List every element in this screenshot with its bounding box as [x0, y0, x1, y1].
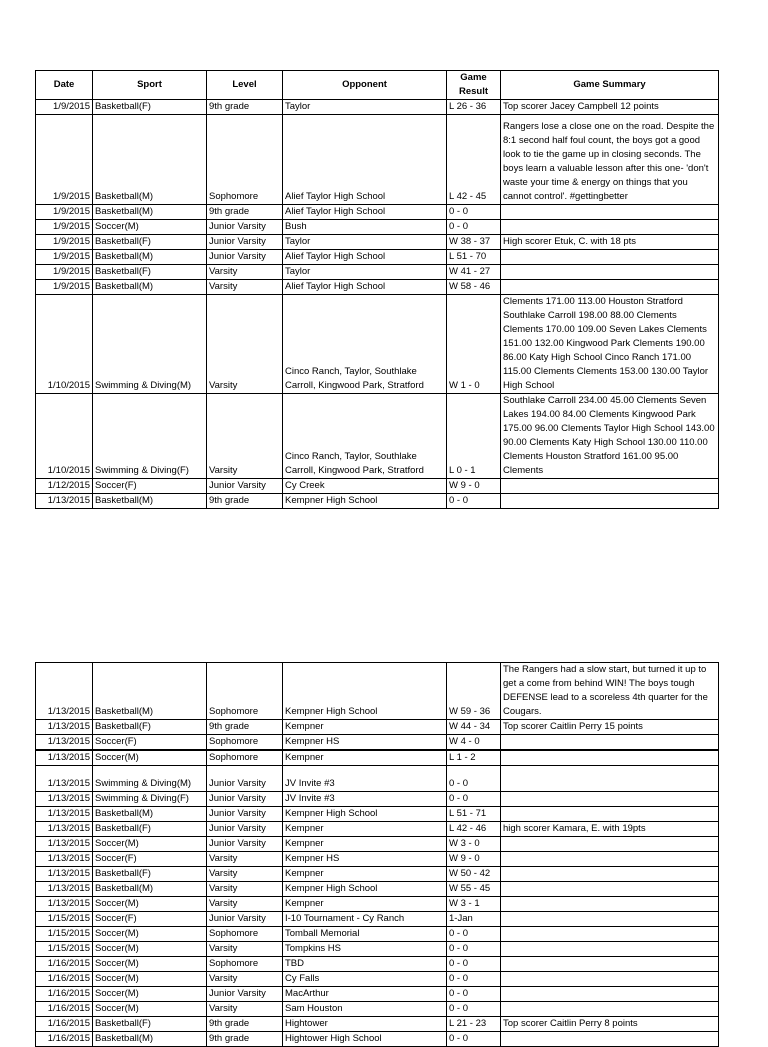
sport-cell: Swimming & Diving(M)	[93, 295, 207, 394]
opponent-cell: Hightower	[283, 1017, 447, 1032]
header-row	[36, 71, 719, 100]
sport-cell: Basketball(M)	[93, 663, 207, 720]
result-cell: 0 - 0	[447, 1002, 501, 1017]
date-cell: 1/13/2015	[36, 807, 93, 822]
table-row	[36, 494, 719, 509]
level-cell: Junior Varsity	[207, 822, 283, 837]
level-cell: Varsity	[207, 394, 283, 479]
table-row	[36, 957, 719, 972]
date-cell: 1/15/2015	[36, 912, 93, 927]
level-cell: 9th grade	[207, 1032, 283, 1047]
date-cell: 1/13/2015	[36, 852, 93, 867]
opponent-cell: Bush	[283, 220, 447, 235]
level-cell: Junior Varsity	[207, 250, 283, 265]
summary-cell: high scorer Kamara, E. with 19pts	[501, 822, 719, 837]
date-cell: 1/13/2015	[36, 792, 93, 807]
date-cell: 1/9/2015	[36, 265, 93, 280]
sport-cell: Soccer(F)	[93, 912, 207, 927]
header-result: Game Result	[447, 71, 501, 100]
table-row	[36, 280, 719, 295]
result-cell: L 42 - 46	[447, 822, 501, 837]
result-cell: 0 - 0	[447, 957, 501, 972]
table-row	[36, 205, 719, 220]
result-cell: W 55 - 45	[447, 882, 501, 897]
date-cell: 1/9/2015	[36, 205, 93, 220]
sport-cell: Soccer(M)	[93, 220, 207, 235]
summary-cell	[501, 766, 719, 792]
summary-cell	[501, 479, 719, 494]
result-cell: 0 - 0	[447, 205, 501, 220]
header-summary: Game Summary	[501, 71, 719, 100]
schedule-table-2	[35, 662, 719, 1047]
table-row	[36, 942, 719, 957]
opponent-cell: Cinco Ranch, Taylor, Southlake Carroll, Kingwood Park, Stratford	[283, 394, 447, 479]
summary-cell	[501, 280, 719, 295]
opponent-cell: Kempner High School	[283, 807, 447, 822]
opponent-cell: Taylor	[283, 100, 447, 115]
sport-cell: Swimming & Diving(F)	[93, 792, 207, 807]
sport-cell: Soccer(M)	[93, 750, 207, 766]
summary-cell	[501, 912, 719, 927]
date-cell: 1/13/2015	[36, 897, 93, 912]
level-cell: Junior Varsity	[207, 807, 283, 822]
table-row	[36, 265, 719, 280]
table-row	[36, 735, 719, 751]
table-row	[36, 235, 719, 250]
table-row	[36, 972, 719, 987]
result-cell: W 50 - 42	[447, 867, 501, 882]
level-cell: Junior Varsity	[207, 235, 283, 250]
sport-cell: Soccer(M)	[93, 837, 207, 852]
opponent-cell: Kempner	[283, 720, 447, 735]
sport-cell: Basketball(M)	[93, 205, 207, 220]
date-cell: 1/13/2015	[36, 837, 93, 852]
table-row	[36, 987, 719, 1002]
table-row	[36, 1032, 719, 1047]
sport-cell: Basketball(M)	[93, 807, 207, 822]
table-row	[36, 927, 719, 942]
level-cell: Sophomore	[207, 957, 283, 972]
opponent-cell: Tompkins HS	[283, 942, 447, 957]
opponent-cell: Kempner HS	[283, 735, 447, 751]
result-cell: 0 - 0	[447, 927, 501, 942]
sport-cell: Basketball(F)	[93, 720, 207, 735]
level-cell: Varsity	[207, 942, 283, 957]
date-cell: 1/13/2015	[36, 720, 93, 735]
result-cell: 0 - 0	[447, 766, 501, 792]
sport-cell: Soccer(M)	[93, 942, 207, 957]
result-cell: W 3 - 0	[447, 837, 501, 852]
sport-cell: Basketball(F)	[93, 100, 207, 115]
table-row	[36, 750, 719, 766]
level-cell: Junior Varsity	[207, 912, 283, 927]
result-cell: L 26 - 36	[447, 100, 501, 115]
summary-cell	[501, 837, 719, 852]
opponent-cell: Taylor	[283, 235, 447, 250]
sport-cell: Soccer(F)	[93, 735, 207, 751]
result-cell: W 44 - 34	[447, 720, 501, 735]
summary-cell	[501, 882, 719, 897]
summary-cell	[501, 927, 719, 942]
summary-cell: The Rangers had a slow start, but turned it up to get a come from behind WIN! The boys tough DEFENSE lead to a scoreless 4th quarter for the Cougars.	[501, 663, 719, 720]
level-cell: Varsity	[207, 280, 283, 295]
summary-cell: Southlake Carroll 234.00 45.00 Clements Seven Lakes 194.00 84.00 Clements Kingwood Park 175.00 96.00 Clements Taylor High School 143.00 90.00 Clements Katy High School 130.00 110.00 Clements Houston Stratford 161.00 95.00 Clements	[501, 394, 719, 479]
summary-cell	[501, 867, 719, 882]
sport-cell: Swimming & Diving(M)	[93, 766, 207, 792]
opponent-cell: JV Invite #3	[283, 766, 447, 792]
table-row	[36, 792, 719, 807]
table-row	[36, 479, 719, 494]
opponent-cell: Hightower High School	[283, 1032, 447, 1047]
level-cell: Varsity	[207, 972, 283, 987]
sport-cell: Soccer(F)	[93, 479, 207, 494]
summary-cell	[501, 1032, 719, 1047]
table-row	[36, 837, 719, 852]
opponent-cell: Alief Taylor High School	[283, 250, 447, 265]
result-cell: 0 - 0	[447, 792, 501, 807]
summary-cell: Rangers lose a close one on the road. Despite the 8:1 second half foul count, the boys got a good look to tie the game up in closing seconds. The boys learn a valuable lesson after this one- 'don't waste your time & energy on things that you cannot control'. #gettingbetter	[501, 115, 719, 205]
date-cell: 1/13/2015	[36, 822, 93, 837]
table-row	[36, 100, 719, 115]
opponent-cell: Kempner	[283, 750, 447, 766]
result-cell: W 41 - 27	[447, 265, 501, 280]
date-cell: 1/9/2015	[36, 220, 93, 235]
table-row	[36, 852, 719, 867]
opponent-cell: Alief Taylor High School	[283, 205, 447, 220]
result-cell: W 38 - 37	[447, 235, 501, 250]
level-cell: Varsity	[207, 1002, 283, 1017]
summary-cell	[501, 1002, 719, 1017]
sport-cell: Basketball(M)	[93, 1032, 207, 1047]
level-cell: Sophomore	[207, 750, 283, 766]
result-cell: W 58 - 46	[447, 280, 501, 295]
summary-cell	[501, 807, 719, 822]
result-cell: 0 - 0	[447, 494, 501, 509]
header-sport: Sport	[93, 71, 207, 100]
date-cell: 1/13/2015	[36, 663, 93, 720]
level-cell: Junior Varsity	[207, 837, 283, 852]
result-cell: 0 - 0	[447, 972, 501, 987]
result-cell: L 21 - 23	[447, 1017, 501, 1032]
table-row	[36, 822, 719, 837]
summary-cell	[501, 972, 719, 987]
opponent-cell: Alief Taylor High School	[283, 115, 447, 205]
sport-cell: Basketball(M)	[93, 250, 207, 265]
level-cell: Junior Varsity	[207, 987, 283, 1002]
date-cell: 1/9/2015	[36, 115, 93, 205]
result-cell: 0 - 0	[447, 220, 501, 235]
summary-cell	[501, 265, 719, 280]
opponent-cell: Kempner	[283, 837, 447, 852]
table-row	[36, 1017, 719, 1032]
result-cell: W 3 - 1	[447, 897, 501, 912]
table-row	[36, 295, 719, 394]
level-cell: Varsity	[207, 852, 283, 867]
date-cell: 1/16/2015	[36, 957, 93, 972]
summary-cell	[501, 205, 719, 220]
result-cell: W 9 - 0	[447, 852, 501, 867]
level-cell: Varsity	[207, 867, 283, 882]
date-cell: 1/9/2015	[36, 250, 93, 265]
opponent-cell: Cy Creek	[283, 479, 447, 494]
level-cell: Varsity	[207, 295, 283, 394]
level-cell: Sophomore	[207, 115, 283, 205]
opponent-cell: Cy Falls	[283, 972, 447, 987]
table-row	[36, 867, 719, 882]
sport-cell: Soccer(F)	[93, 852, 207, 867]
result-cell: L 51 - 71	[447, 807, 501, 822]
date-cell: 1/16/2015	[36, 1017, 93, 1032]
result-cell: L 51 - 70	[447, 250, 501, 265]
result-cell: L 42 - 45	[447, 115, 501, 205]
level-cell: Sophomore	[207, 735, 283, 751]
level-cell: Sophomore	[207, 663, 283, 720]
date-cell: 1/16/2015	[36, 1002, 93, 1017]
table-row	[36, 394, 719, 479]
date-cell: 1/13/2015	[36, 750, 93, 766]
level-cell: Junior Varsity	[207, 766, 283, 792]
summary-cell	[501, 792, 719, 807]
summary-cell	[501, 942, 719, 957]
summary-cell	[501, 957, 719, 972]
date-cell: 1/13/2015	[36, 735, 93, 751]
table-row	[36, 1002, 719, 1017]
summary-cell: High scorer Etuk, C. with 18 pts	[501, 235, 719, 250]
summary-cell	[501, 750, 719, 766]
date-cell: 1/13/2015	[36, 882, 93, 897]
date-cell: 1/16/2015	[36, 987, 93, 1002]
result-cell: W 4 - 0	[447, 735, 501, 751]
date-cell: 1/10/2015	[36, 295, 93, 394]
sport-cell: Basketball(F)	[93, 235, 207, 250]
header-opponent: Opponent	[283, 71, 447, 100]
result-cell: L 0 - 1	[447, 394, 501, 479]
date-cell: 1/15/2015	[36, 927, 93, 942]
summary-cell	[501, 735, 719, 751]
result-cell: W 59 - 36	[447, 663, 501, 720]
table-row	[36, 663, 719, 720]
date-cell: 1/9/2015	[36, 100, 93, 115]
sport-cell: Basketball(F)	[93, 265, 207, 280]
opponent-cell: TBD	[283, 957, 447, 972]
table-row	[36, 220, 719, 235]
sport-cell: Basketball(F)	[93, 867, 207, 882]
table-row	[36, 115, 719, 205]
date-cell: 1/9/2015	[36, 235, 93, 250]
sport-cell: Basketball(M)	[93, 494, 207, 509]
level-cell: Junior Varsity	[207, 792, 283, 807]
level-cell: Varsity	[207, 882, 283, 897]
sport-cell: Soccer(M)	[93, 987, 207, 1002]
sport-cell: Basketball(F)	[93, 822, 207, 837]
result-cell: W 9 - 0	[447, 479, 501, 494]
table-row	[36, 720, 719, 735]
date-cell: 1/16/2015	[36, 1032, 93, 1047]
table-row	[36, 912, 719, 927]
level-cell: 9th grade	[207, 1017, 283, 1032]
summary-cell	[501, 852, 719, 867]
level-cell: 9th grade	[207, 100, 283, 115]
opponent-cell: Kempner HS	[283, 852, 447, 867]
opponent-cell: Taylor	[283, 265, 447, 280]
date-cell: 1/13/2015	[36, 766, 93, 792]
sport-cell: Soccer(M)	[93, 1002, 207, 1017]
sport-cell: Basketball(M)	[93, 115, 207, 205]
level-cell: Sophomore	[207, 927, 283, 942]
summary-cell	[501, 987, 719, 1002]
date-cell: 1/10/2015	[36, 394, 93, 479]
table-row	[36, 250, 719, 265]
header-date: Date	[36, 71, 93, 100]
opponent-cell: Kempner	[283, 822, 447, 837]
date-cell: 1/16/2015	[36, 972, 93, 987]
summary-cell: Top scorer Caitlin Perry 8 points	[501, 1017, 719, 1032]
schedule-table-1	[35, 70, 719, 509]
table-row	[36, 807, 719, 822]
opponent-cell: JV Invite #3	[283, 792, 447, 807]
summary-cell	[501, 897, 719, 912]
opponent-cell: Kempner High School	[283, 663, 447, 720]
result-cell: W 1 - 0	[447, 295, 501, 394]
sport-cell: Basketball(M)	[93, 882, 207, 897]
summary-cell: Clements 171.00 113.00 Houston Stratford Southlake Carroll 198.00 88.00 Clements Clements 170.00 109.00 Seven Lakes Clements 151.00 132.00 Kingwood Park Clements 190.00 86.00 Katy High School Cinco Ranch 171.00 115.00 Clements Clements 153.00 130.00 Taylor High School	[501, 295, 719, 394]
level-cell: Varsity	[207, 897, 283, 912]
summary-cell: Top scorer Jacey Campbell 12 points	[501, 100, 719, 115]
header-level: Level	[207, 71, 283, 100]
sport-cell: Soccer(M)	[93, 897, 207, 912]
opponent-cell: Alief Taylor High School	[283, 280, 447, 295]
table-row	[36, 766, 719, 792]
level-cell: 9th grade	[207, 205, 283, 220]
opponent-cell: Kempner	[283, 897, 447, 912]
result-cell: 0 - 0	[447, 1032, 501, 1047]
date-cell: 1/15/2015	[36, 942, 93, 957]
opponent-cell: Tomball Memorial	[283, 927, 447, 942]
sport-cell: Basketball(M)	[93, 280, 207, 295]
result-cell: 0 - 0	[447, 942, 501, 957]
opponent-cell: Sam Houston	[283, 1002, 447, 1017]
date-cell: 1/12/2015	[36, 479, 93, 494]
sport-cell: Soccer(M)	[93, 957, 207, 972]
level-cell: Junior Varsity	[207, 220, 283, 235]
table-row	[36, 897, 719, 912]
summary-cell: Top scorer Caitlin Perry 15 points	[501, 720, 719, 735]
date-cell: 1/9/2015	[36, 280, 93, 295]
date-cell: 1/13/2015	[36, 494, 93, 509]
result-cell: 1-Jan	[447, 912, 501, 927]
opponent-cell: Kempner	[283, 867, 447, 882]
opponent-cell: MacArthur	[283, 987, 447, 1002]
level-cell: Varsity	[207, 265, 283, 280]
sport-cell: Swimming & Diving(F)	[93, 394, 207, 479]
sport-cell: Soccer(M)	[93, 972, 207, 987]
result-cell: 0 - 0	[447, 987, 501, 1002]
date-cell: 1/13/2015	[36, 867, 93, 882]
level-cell: 9th grade	[207, 720, 283, 735]
opponent-cell: I-10 Tournament - Cy Ranch	[283, 912, 447, 927]
result-cell: L 1 - 2	[447, 750, 501, 766]
opponent-cell: Kempner High School	[283, 494, 447, 509]
summary-cell	[501, 250, 719, 265]
summary-cell	[501, 494, 719, 509]
sport-cell: Basketball(F)	[93, 1017, 207, 1032]
summary-cell	[501, 220, 719, 235]
opponent-cell: Cinco Ranch, Taylor, Southlake Carroll, Kingwood Park, Stratford	[283, 295, 447, 394]
level-cell: Junior Varsity	[207, 479, 283, 494]
level-cell: 9th grade	[207, 494, 283, 509]
table-row	[36, 882, 719, 897]
sport-cell: Soccer(M)	[93, 927, 207, 942]
opponent-cell: Kempner High School	[283, 882, 447, 897]
